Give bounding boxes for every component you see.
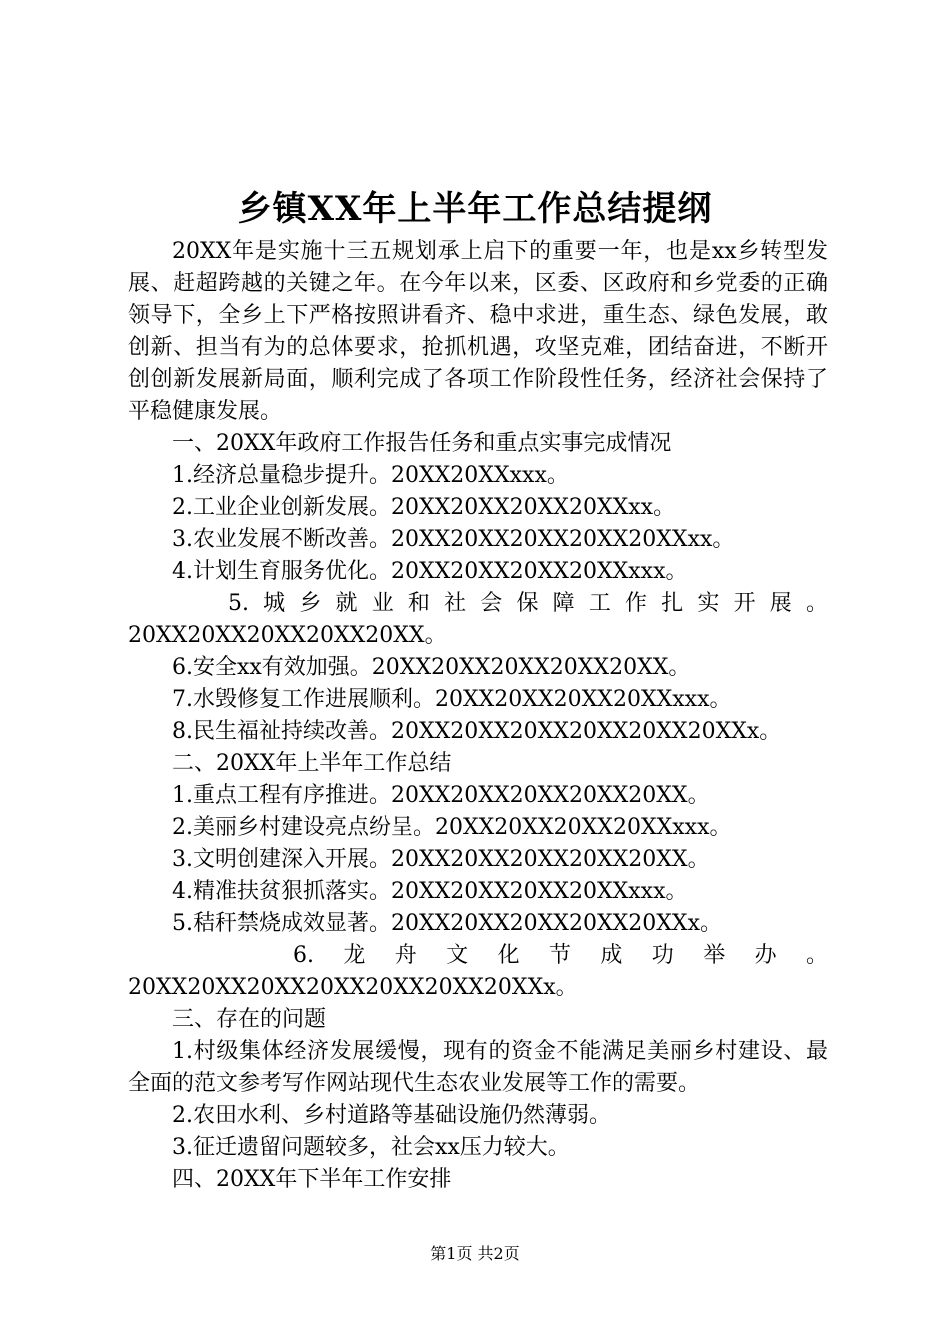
list-item: 1.重点工程有序推进。20XX20XX20XX20XX20XX。 xyxy=(172,783,710,808)
list-item: 8.民生福祉持续改善。20XX20XX20XX20XX20XX20XXx。 xyxy=(172,719,782,744)
list-item-continuation: 20XX20XX20XX20XX20XX20XX20XXx。 xyxy=(128,975,578,1000)
list-item: 4.精准扶贫狠抓落实。20XX20XX20XX20XXxxx。 xyxy=(172,879,688,904)
intro-paragraph: 20XX年是实施十三五规划承上启下的重要一年，也是xx乡转型发展、赶超跨越的关键之年。在今年以来，区委、区政府和乡党委的正确领导下，全乡上下严格按照讲看齐、稳中求进，重生态、绿色发展，敢创新、担当有为的总体要求，抢抓机遇，攻坚克难，团结奋进，不断开创创新发展新局面，顺利完成了各项工作阶段性任务，经济社会保持了平稳健康发展。 xyxy=(128,239,828,424)
section-heading-1: 一、20XX年政府工作报告任务和重点实事完成情况 xyxy=(172,431,672,456)
document-body xyxy=(128,236,828,1196)
list-item: 1.村级集体经济发展缓慢，现有的资金不能满足美丽乡村建设、最全面的范文参考写作网站现代生态农业发展等工作的需要。 xyxy=(128,1039,828,1096)
page-number-footer: 第1页 共2页 xyxy=(430,1244,520,1263)
list-item: 6.安全xx有效加强。20XX20XX20XX20XX20XX。 xyxy=(172,655,691,680)
list-item-continuation: 20XX20XX20XX20XX20XX。 xyxy=(128,623,447,648)
list-item: 6.龙舟文化节成功举办。 xyxy=(293,943,828,968)
document-title: 乡镇XX年上半年工作总结提纲 xyxy=(237,189,713,229)
list-item: 3.文明创建深入开展。20XX20XX20XX20XX20XX。 xyxy=(172,847,710,872)
list-item: 5.秸秆禁烧成效显著。20XX20XX20XX20XX20XXx。 xyxy=(172,911,722,936)
list-item: 5.城乡就业和社会保障工作扎实开展。 xyxy=(228,591,828,616)
list-item: 3.征迁遗留问题较多，社会xx压力较大。 xyxy=(172,1135,570,1160)
section-heading-4: 四、20XX年下半年工作安排 xyxy=(172,1167,452,1192)
section-heading-3: 三、存在的问题 xyxy=(172,1007,327,1032)
section-heading-2: 二、20XX年上半年工作总结 xyxy=(172,751,452,776)
list-item: 2.工业企业创新发展。20XX20XX20XX20XXxx。 xyxy=(172,495,676,520)
list-item: 1.经济总量稳步提升。20XX20XXxxx。 xyxy=(172,463,569,488)
list-item: 2.农田水利、乡村道路等基础设施仍然薄弱。 xyxy=(172,1103,611,1128)
list-item: 2.美丽乡村建设亮点纷呈。20XX20XX20XX20XXxxx。 xyxy=(172,815,732,840)
list-item: 7.水毁修复工作进展顺利。20XX20XX20XX20XXxxx。 xyxy=(172,687,732,712)
list-item: 3.农业发展不断改善。20XX20XX20XX20XX20XXxx。 xyxy=(172,527,735,552)
list-item: 4.计划生育服务优化。20XX20XX20XX20XXxxx。 xyxy=(172,559,688,584)
